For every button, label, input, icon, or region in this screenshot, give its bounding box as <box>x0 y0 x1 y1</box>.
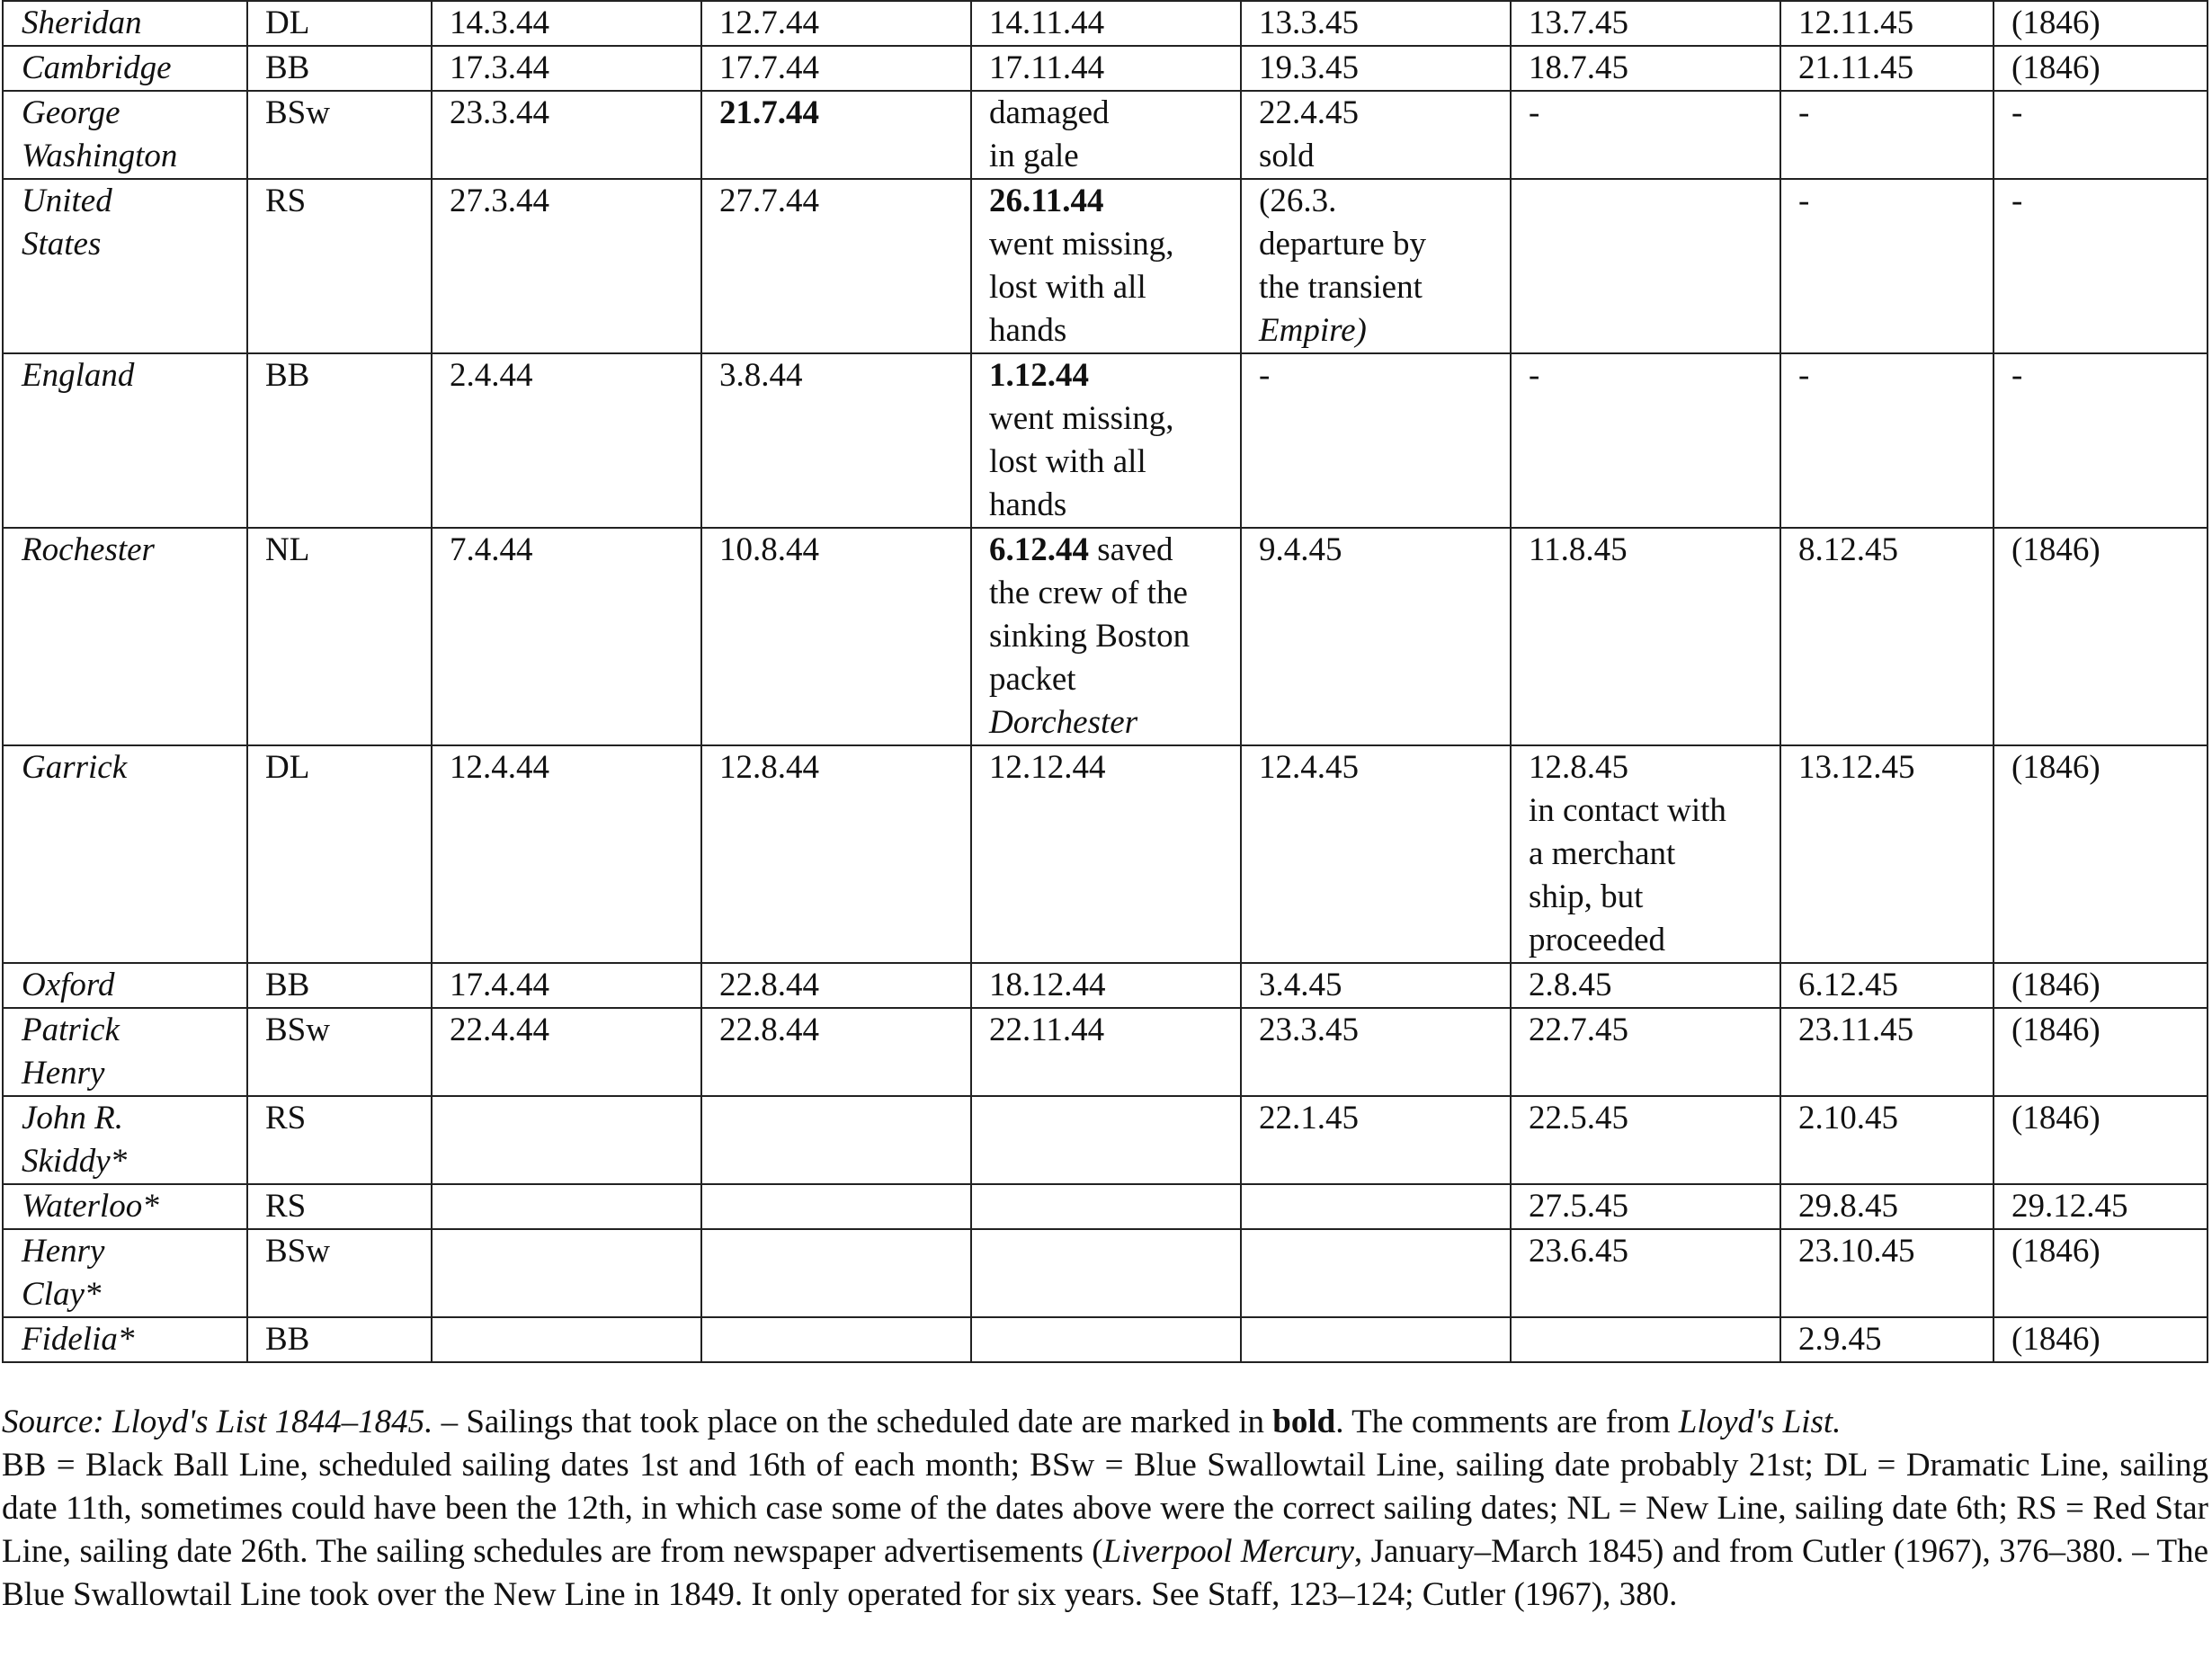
ship-name-cell: Fidelia* <box>3 1317 247 1362</box>
sailing-cell <box>701 91 971 179</box>
sailing-cell <box>701 1317 971 1362</box>
table-row <box>3 91 2208 179</box>
ship-name-cell: Henry Clay* <box>3 1229 247 1317</box>
sailing-cell <box>1993 179 2208 353</box>
cell-text: (1846) <box>2011 531 2101 568</box>
sailing-cell <box>1780 1184 1993 1229</box>
line-code-cell: RS <box>247 1096 432 1184</box>
ship-name-cell: Rochester <box>3 528 247 745</box>
cell-text: 8.12.45 <box>1798 531 1898 568</box>
cell-text: (1846) <box>2011 749 2101 786</box>
sailing-cell <box>1780 179 1993 353</box>
sailing-cell <box>432 1 701 46</box>
on-schedule-date: 6.12.44 <box>989 531 1089 568</box>
cell-text: went missing, lost with all hands <box>989 226 1174 349</box>
sailing-cell <box>1993 91 2208 179</box>
table-row <box>3 528 2208 745</box>
cell-text: went missing, lost with all hands <box>989 400 1174 523</box>
sailing-cell <box>1511 353 1780 528</box>
sailing-cell <box>1241 179 1511 353</box>
sailing-cell <box>701 1184 971 1229</box>
sailing-cell <box>1511 1229 1780 1317</box>
sailing-cell <box>701 963 971 1008</box>
sailing-cell <box>1241 91 1511 179</box>
sailing-cell <box>971 745 1241 963</box>
sailing-cell <box>1511 1008 1780 1096</box>
cell-text: 2.10.45 <box>1798 1100 1898 1137</box>
sailing-cell <box>701 1 971 46</box>
cell-text: (1846) <box>2011 1100 2101 1137</box>
sailing-cell <box>432 745 701 963</box>
ship-name-cell: Sheridan <box>3 1 247 46</box>
sailing-cell <box>1780 745 1993 963</box>
table-row <box>3 1317 2208 1362</box>
cell-text: 17.7.44 <box>719 49 819 86</box>
on-schedule-date: 21.7.44 <box>719 94 819 131</box>
sailing-cell <box>1241 745 1511 963</box>
sailing-cell <box>1511 1 1780 46</box>
source-text-cont: . The comments are from <box>1335 1404 1679 1440</box>
sailing-cell <box>1511 745 1780 963</box>
cell-text: 2.9.45 <box>1798 1321 1882 1358</box>
table-row <box>3 353 2208 528</box>
cell-text: 2.8.45 <box>1529 967 1612 1003</box>
cell-text: 22.11.44 <box>989 1012 1105 1048</box>
sailing-cell <box>1511 528 1780 745</box>
cell-text: 12.4.44 <box>450 749 549 786</box>
cell-text: saved the crew of the sinking Boston packet <box>989 531 1191 698</box>
source-citation: Source: Lloyd's List 1844–1845. <box>2 1404 433 1440</box>
cell-text: 27.3.44 <box>450 183 549 219</box>
cell-text: 13.7.45 <box>1529 4 1628 41</box>
cell-text: - <box>2011 94 2023 131</box>
ship-ref-italic: Dorchester <box>989 704 1138 741</box>
sailing-cell <box>1993 528 2208 745</box>
sailing-cell <box>432 1317 701 1362</box>
sailing-cell <box>1780 1008 1993 1096</box>
cell-text: 23.10.45 <box>1798 1233 1915 1270</box>
ship-ref-italic: Empire) <box>1259 312 1367 349</box>
sailing-cell <box>1241 1008 1511 1096</box>
cell-text: (1846) <box>2011 1012 2101 1048</box>
line-code-cell: BB <box>247 963 432 1008</box>
line-code-cell: DL <box>247 745 432 963</box>
sailing-cell <box>432 963 701 1008</box>
sailing-cell <box>1780 91 1993 179</box>
sailing-cell <box>701 745 971 963</box>
cell-text: 22.5.45 <box>1529 1100 1628 1137</box>
line-code-cell: RS <box>247 1184 432 1229</box>
sailing-cell <box>1993 963 2208 1008</box>
ship-name-cell: Waterloo* <box>3 1184 247 1229</box>
cell-text: 14.3.44 <box>450 4 549 41</box>
ship-name-cell: Cambridge <box>3 46 247 91</box>
sailing-cell <box>1511 46 1780 91</box>
cell-text: 17.3.44 <box>450 49 549 86</box>
sailing-cell <box>432 1008 701 1096</box>
table-row <box>3 1229 2208 1317</box>
sailing-cell <box>971 91 1241 179</box>
sailing-cell <box>971 1 1241 46</box>
sailing-cell <box>1993 1008 2208 1096</box>
sailings-table <box>2 0 2208 1363</box>
cell-text: 12.12.44 <box>989 749 1106 786</box>
cell-text: 12.4.45 <box>1259 749 1359 786</box>
line-code-cell: NL <box>247 528 432 745</box>
table-row <box>3 745 2208 963</box>
cell-text: 22.7.45 <box>1529 1012 1628 1048</box>
lloyds-list-ref: Lloyd's List. <box>1678 1404 1842 1440</box>
sailing-cell <box>1780 1 1993 46</box>
sailing-cell <box>1780 1229 1993 1317</box>
sailing-cell <box>432 528 701 745</box>
table-row <box>3 1184 2208 1229</box>
sailing-cell <box>432 1229 701 1317</box>
cell-text: 22.8.44 <box>719 967 819 1003</box>
cell-text: - <box>1529 94 1540 131</box>
sailing-cell <box>1511 1317 1780 1362</box>
cell-text: - <box>2011 357 2023 394</box>
source-note <box>2 1401 2208 1444</box>
cell-text: 29.12.45 <box>2011 1188 2128 1225</box>
cell-text: (1846) <box>2011 4 2101 41</box>
liverpool-mercury-ref: Liverpool Mercury <box>1102 1533 1354 1570</box>
sailing-cell <box>701 1008 971 1096</box>
ship-name-cell: Garrick <box>3 745 247 963</box>
sailing-cell <box>1780 46 1993 91</box>
sailing-cell <box>971 1008 1241 1096</box>
sailing-cell <box>701 179 971 353</box>
sailing-cell <box>971 528 1241 745</box>
cell-text: - <box>1798 94 1810 131</box>
sailing-cell <box>971 179 1241 353</box>
cell-text: 10.8.44 <box>719 531 819 568</box>
cell-text: (1846) <box>2011 1233 2101 1270</box>
sailing-cell <box>432 179 701 353</box>
sailing-cell <box>432 1096 701 1184</box>
table-row <box>3 1008 2208 1096</box>
sailing-cell <box>1993 1 2208 46</box>
sailing-cell <box>1241 1096 1511 1184</box>
sailing-cell <box>432 46 701 91</box>
sailing-cell <box>1241 1184 1511 1229</box>
sailing-cell <box>971 1096 1241 1184</box>
cell-text: 3.8.44 <box>719 357 803 394</box>
cell-text: - <box>1798 357 1810 394</box>
sailing-cell <box>1241 528 1511 745</box>
table-row <box>3 963 2208 1008</box>
sailing-cell <box>971 1317 1241 1362</box>
table-row <box>3 46 2208 91</box>
sailing-cell <box>1511 963 1780 1008</box>
cell-text: 21.11.45 <box>1798 49 1914 86</box>
sailing-cell <box>1780 963 1993 1008</box>
sailing-cell <box>1511 1096 1780 1184</box>
source-text: – Sailings that took place on the scheduled date are marked in <box>433 1404 1273 1440</box>
on-schedule-date: 26.11.44 <box>989 183 1104 219</box>
line-code-cell: BB <box>247 1317 432 1362</box>
cell-text: 3.4.45 <box>1259 967 1342 1003</box>
cell-text: 9.4.45 <box>1259 531 1342 568</box>
sailing-cell <box>1241 1 1511 46</box>
table-notes <box>2 1401 2208 1617</box>
legend-text: BB = Black Ball Line, scheduled sailing dates 1st and 16th of each month; BSw = Blue Swallowtail Line, sailing date probably 21st; DL = Dramatic Line, sailing date 11th, sometimes could have been the 12th, in which case some of the dates above were the correct sailing dates; NL = New Line, sailing date 6th; RS = Red Star Line, sailing date 26th. The sailing schedules are from newspaper advertisements ( <box>2 1447 2208 1570</box>
cell-text: (1846) <box>2011 49 2101 86</box>
cell-text: 18.7.45 <box>1529 49 1628 86</box>
sailing-cell <box>1993 353 2208 528</box>
line-code-cell: BSw <box>247 1008 432 1096</box>
line-code-cell: BB <box>247 46 432 91</box>
cell-text: 11.8.45 <box>1529 531 1628 568</box>
ship-name-cell: United States <box>3 179 247 353</box>
legend-note <box>2 1444 2208 1617</box>
sailing-cell <box>1993 1317 2208 1362</box>
ship-name-cell: John R. Skiddy* <box>3 1096 247 1184</box>
cell-text: 12.11.45 <box>1798 4 1914 41</box>
cell-text: - <box>1529 357 1540 394</box>
cell-text: 22.4.44 <box>450 1012 549 1048</box>
cell-text: 2.4.44 <box>450 357 533 394</box>
ship-name-cell: Oxford <box>3 963 247 1008</box>
sailing-cell <box>1241 1317 1511 1362</box>
on-schedule-date: 1.12.44 <box>989 357 1089 394</box>
legend-text-cont: , January–March 1845) and from Cutler (1967), 376–380. – The Blue Swallowtail Line took over the New Line in 1849. It only operated for six years. See Staff, 123–124; Cutler (1967), 380. <box>2 1533 2208 1613</box>
sailing-cell <box>701 1096 971 1184</box>
sailing-cell <box>1780 1317 1993 1362</box>
cell-text: (1846) <box>2011 1321 2101 1358</box>
sailing-cell <box>1993 745 2208 963</box>
sailing-cell <box>432 91 701 179</box>
cell-text: 12.7.44 <box>719 4 819 41</box>
sailing-cell <box>701 353 971 528</box>
sailing-cell <box>1993 46 2208 91</box>
sailing-cell <box>432 353 701 528</box>
cell-text: 13.12.45 <box>1798 749 1915 786</box>
line-code-cell: DL <box>247 1 432 46</box>
cell-text: 7.4.44 <box>450 531 533 568</box>
sailing-cell <box>1511 179 1780 353</box>
sailing-cell <box>701 1229 971 1317</box>
cell-text: (1846) <box>2011 967 2101 1003</box>
sailing-cell <box>971 963 1241 1008</box>
sailing-cell <box>1241 353 1511 528</box>
cell-text: damaged in gale <box>989 94 1110 174</box>
cell-text: 18.12.44 <box>989 967 1106 1003</box>
sailing-cell <box>1780 353 1993 528</box>
sailing-cell <box>971 46 1241 91</box>
table-body <box>3 1 2208 1362</box>
ship-name-cell: Patrick Henry <box>3 1008 247 1096</box>
sailing-cell <box>1511 91 1780 179</box>
cell-text: 23.11.45 <box>1798 1012 1914 1048</box>
sailing-cell <box>1993 1229 2208 1317</box>
cell-text: - <box>1798 183 1810 219</box>
sailing-cell <box>971 353 1241 528</box>
cell-text: 23.6.45 <box>1529 1233 1628 1270</box>
line-code-cell: BB <box>247 353 432 528</box>
sailing-cell <box>1780 528 1993 745</box>
line-code-cell: BSw <box>247 1229 432 1317</box>
cell-text: 13.3.45 <box>1259 4 1359 41</box>
ship-name-cell: George Washington <box>3 91 247 179</box>
table-row <box>3 1096 2208 1184</box>
sailing-cell <box>971 1184 1241 1229</box>
sailing-cell <box>1993 1096 2208 1184</box>
cell-text: 27.7.44 <box>719 183 819 219</box>
cell-text: 22.1.45 <box>1259 1100 1359 1137</box>
cell-text: 14.11.44 <box>989 4 1105 41</box>
cell-text: 22.8.44 <box>719 1012 819 1048</box>
table-row <box>3 179 2208 353</box>
line-code-cell: BSw <box>247 91 432 179</box>
sailing-cell <box>1780 1096 1993 1184</box>
cell-text: 27.5.45 <box>1529 1188 1628 1225</box>
sailing-cell <box>1993 1184 2208 1229</box>
cell-text: 6.12.45 <box>1798 967 1898 1003</box>
cell-text: 17.4.44 <box>450 967 549 1003</box>
cell-text: 17.11.44 <box>989 49 1105 86</box>
cell-text: 12.8.44 <box>719 749 819 786</box>
cell-text: - <box>2011 183 2023 219</box>
sailing-cell <box>432 1184 701 1229</box>
cell-text: 29.8.45 <box>1798 1188 1898 1225</box>
sailing-cell <box>701 528 971 745</box>
cell-text: 22.4.45 sold <box>1259 94 1359 174</box>
sailing-cell <box>1511 1184 1780 1229</box>
ship-name-cell: England <box>3 353 247 528</box>
line-code-cell: RS <box>247 179 432 353</box>
sailing-cell <box>1241 1229 1511 1317</box>
cell-text: 23.3.44 <box>450 94 549 131</box>
cell-text: 19.3.45 <box>1259 49 1359 86</box>
cell-text: 23.3.45 <box>1259 1012 1359 1048</box>
sailing-cell <box>971 1229 1241 1317</box>
sailing-cell <box>1241 963 1511 1008</box>
sailing-cell <box>1241 46 1511 91</box>
cell-text: (26.3. departure by the transient <box>1259 183 1426 306</box>
sailing-cell <box>701 46 971 91</box>
cell-text: 12.8.45 in contact with a merchant ship, but proceeded <box>1529 749 1726 958</box>
cell-text: - <box>1259 357 1271 394</box>
bold-marker: bold <box>1272 1404 1336 1440</box>
table-row <box>3 1 2208 46</box>
